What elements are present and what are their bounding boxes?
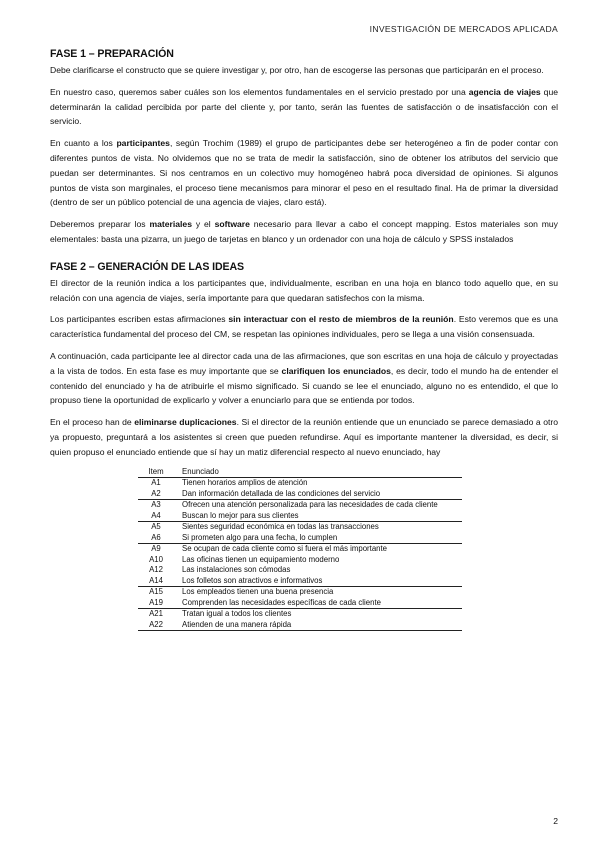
statement-text: Dan información detallada de las condiciones del servicio: [178, 489, 462, 500]
item-code: A1: [151, 478, 161, 488]
table-row: [138, 598, 462, 609]
statement-text: Ofrecen una atención personalizada para las necesidades de cada cliente: [182, 500, 438, 510]
item-code: A21: [149, 609, 163, 619]
paragraph: El director de la reunión indica a los participantes que, individualmente, escriban en una hoja en blanco todo aquello que, en su relación con una agencia de viajes, sería importante para que quedaran satisfechos con la misma.: [50, 277, 558, 303]
paragraph: En el proceso han de eliminarse duplicaciones. Si el director de la reunión entiende que un enunciado se parece demasiado a otro ya propuesto, preguntará a los asistentes si creen que pueden refundirse. Aquí es importante mantener la diversidad, es decir, si quien propuso el enunciado entiende que sí hay un matiz diferencial respecto al nuevo enunciado, hay: [50, 417, 558, 457]
section-heading-fase2: FASE 2 – GENERACIÓN DE LAS IDEAS: [50, 260, 244, 273]
item-code: A15: [149, 587, 163, 597]
table-row: [138, 489, 462, 500]
table-row: [138, 500, 462, 511]
statements-table: [138, 467, 462, 632]
table-row: [138, 587, 462, 598]
statement-text: Los folletos son atractivos e informativos: [178, 576, 462, 587]
item-code: A5: [151, 522, 161, 532]
item-code: A9: [151, 544, 161, 554]
item-code: A14: [138, 576, 178, 587]
running-header: INVESTIGACIÓN DE MERCADOS APLICADA: [369, 24, 558, 34]
section-heading-fase1: FASE 1 – PREPARACIÓN: [50, 48, 174, 60]
statement-text: Las instalaciones son cómodas: [182, 565, 291, 575]
table-row: [138, 576, 462, 587]
statement-text: Tienen horarios amplios de atención: [182, 478, 308, 488]
paragraph: En cuanto a los participantes, según Trochim (1989) el grupo de participantes debe ser heterogéneo a fin de poder contar con diferentes puntos de vista. No olvidemos que no se trata de medir la satisfacción, sino de obtener los atributos del servicio que puedan ser determinantes. Si nos centramos en un colectivo muy homogéneo habrá poca diversidad de opiniones. Si algunos puntos de vista son marginales, el proceso tiene mecanismos para minorar el peso en el resultado final. Ha de primar la diversidad (dentro de ser un público potencial de una agencia de viajes, claro está).: [50, 138, 558, 208]
table-row: [138, 511, 462, 522]
item-code: A12: [149, 565, 163, 575]
table-row: [138, 533, 462, 544]
paragraph: Deberemos preparar los materiales y el software necesario para llevar a cabo el concept mapping. Estos materiales son muy elementales: basta una pizarra, un juego de tarjetas en blanco y un ordenador con una hoja de cálculo y SPSS instalados: [50, 219, 558, 244]
table-row: [138, 544, 462, 555]
item-code: A6: [138, 533, 178, 544]
item-code: A4: [138, 511, 178, 522]
paragraph: Debe clarificarse el constructo que se quiere investigar y, por otro, han de escogerse las personas que participarán en el proceso.: [50, 65, 544, 75]
item-code: A3: [151, 500, 161, 510]
page-content: [50, 48, 558, 631]
page-number: 2: [553, 816, 558, 826]
item-code: A2: [138, 489, 178, 500]
table-row: [138, 522, 462, 533]
statement-text: Se ocupan de cada cliente como si fuera el más importante: [182, 544, 387, 554]
paragraph: En nuestro caso, queremos saber cuáles son los elementos fundamentales en el servicio prestado por una agencia de viajes que determinarán la calidad percibida por parte del cliente y, por tanto, serán las fuentes de satisfacción o de insatisfacción con el servicio.: [50, 86, 559, 127]
table-row: [138, 478, 462, 489]
item-code: A22: [138, 620, 178, 631]
statement-text: Atienden de una manera rápida: [178, 620, 462, 631]
item-code: A19: [138, 598, 178, 609]
table-row: [138, 609, 462, 620]
statement-text: Los empleados tienen una buena presencia: [182, 587, 334, 597]
statement-text: Sientes seguridad económica en todas las transacciones: [182, 522, 379, 532]
statement-text: Las oficinas tienen un equipamiento moderno: [182, 554, 340, 564]
table-row: [138, 620, 462, 631]
statement-text: Si prometen algo para una fecha, lo cumplen: [178, 533, 462, 544]
statement-text: Buscan lo mejor para sus clientes: [178, 511, 462, 522]
column-header-item: Item: [138, 467, 178, 478]
column-header-statement: Enunciado: [178, 467, 462, 478]
statement-text: Tratan igual a todos los clientes: [182, 609, 292, 619]
table-row: [138, 565, 462, 576]
item-code: A10: [149, 554, 163, 564]
table-row: [138, 555, 462, 566]
paragraph: A continuación, cada participante lee al director cada una de las afirmaciones, que son escritas en una hoja de cálculo y proyectadas a la vista de todos. En esta fase es muy importante que se clarifiquen los enunciados, es decir, todo el mundo ha de entender el contenido del enunciado y ha de atribuirle el mismo significado. Si cuando se lee el enunciado, alguno no es entendido, el que lo propuso tiene la oportunidad de explicarlo y volver a enunciarlo para que se entienda por todos.: [50, 350, 559, 406]
statement-text: Comprenden las necesidades específicas de cada cliente: [178, 598, 462, 609]
paragraph: Los participantes escriben estas afirmaciones sin interactuar con el resto de miembros de la reunión. Esto veremos que es una característica fundamental del proceso del CM, se respetan las opiniones individuales, pero se llega a una visión consensuada.: [50, 314, 558, 340]
